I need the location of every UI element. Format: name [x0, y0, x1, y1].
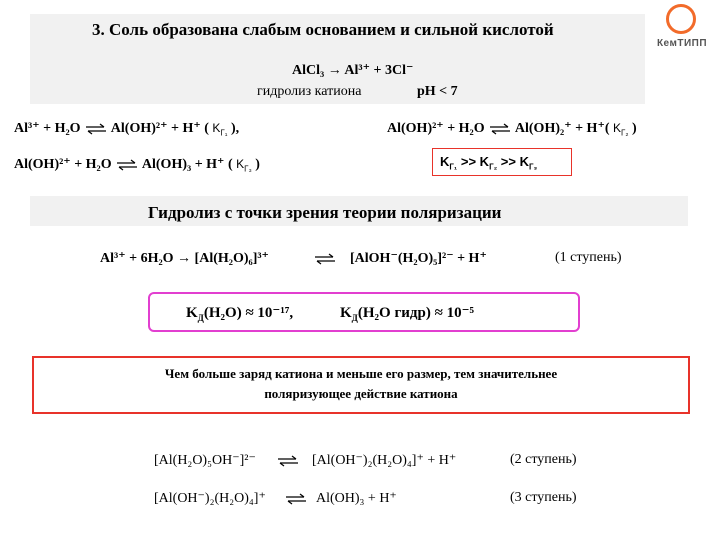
stage-eq-2-end: ) [631, 121, 637, 136]
stage-eq-3-left: Al(OH)²⁺ + H₂O [14, 157, 112, 172]
stage-eq-1-left: Al³⁺ + H₂O [14, 121, 81, 136]
equilibrium-arrow-icon [84, 123, 108, 135]
hydrolysis-label: гидролиз катиона [257, 84, 362, 99]
k-hydrolysis-1: $K_{Г_1}$ [212, 120, 228, 137]
stage-eq-1 [14, 120, 239, 137]
polar-eq-right: [AlOH⁻(H₂O)₅]²⁻ + H⁺ [350, 251, 487, 266]
page-title: 3. Соль образована слабым основанием и сильной кислотой [92, 20, 554, 39]
stage-eq-2-right: Al(OH)₂⁺ + H⁺( [514, 121, 610, 136]
equilibrium-arrow-icon [115, 159, 139, 171]
note-line-1: Чем больше заряд катиона и меньше его размер, тем значительнее [164, 366, 558, 381]
equilibrium-arrow-icon [312, 253, 338, 265]
equilibrium-arrow-icon [276, 455, 300, 467]
k-hydrolysis-3: $K_{Г_3}$ [236, 156, 252, 173]
polar-eq-left: Al³⁺ + 6H₂O → [Al(H₂O)₆]³⁺ [100, 251, 269, 266]
stage3-left: [Al(OH⁻)₂(H₂O)₄]⁺ [154, 491, 266, 506]
stage2-label: (2 ступень) [510, 452, 577, 467]
stage-eq-3-right: Al(OH)₃ + H⁺ ( [141, 157, 233, 172]
stage2-right: [Al(OH⁻)₂(H₂O)₄]⁺ + H⁺ [312, 453, 457, 468]
k-hydrolysis-2: $K_{Г_2}$ [613, 120, 629, 137]
stage-eq-1-end: ), [230, 121, 240, 136]
stage2-left: [Al(H₂O)₅OH⁻]²⁻ [154, 453, 256, 468]
polar-stage-label: (1 ступень) [555, 250, 622, 265]
stage3-label: (3 ступень) [510, 490, 577, 505]
ph-label: pH < 7 [417, 84, 458, 99]
stage-eq-3 [14, 156, 260, 173]
section2-title: Гидролиз с точки зрения теории поляризации [148, 203, 502, 222]
kd-hydrated: $K_Д(H_2O$ гидр) ≈ 10⁻⁵ [340, 305, 474, 323]
logo [648, 4, 716, 56]
stage-eq-1-right: Al(OH)²⁺ + H⁺ ( [110, 121, 209, 136]
stage3-right: Al(OH)₃ + H⁺ [316, 491, 397, 506]
equilibrium-arrow-icon [488, 123, 512, 135]
equilibrium-arrow-icon [284, 493, 308, 505]
stage-eq-2-left: Al(OH)²⁺ + H₂O [387, 121, 485, 136]
note-line-2: поляризующее действие катиона [264, 386, 458, 401]
stage-eq-2 [387, 120, 637, 137]
logo-text: КемТИПП [656, 38, 708, 49]
stage-eq-3-end: ) [255, 157, 260, 172]
k-comparison: $K_{Г_1} >> K_{Г_2} >> K_{Г_3}$ [440, 154, 538, 172]
dissociation-equation: AlCl₃ → Al³⁺ + 3Cl⁻ [292, 63, 414, 78]
note-box [32, 356, 690, 414]
kd-water: $K_Д(H_2O) \approx 10^{-17}$, [186, 305, 294, 323]
logo-emblem [666, 4, 696, 34]
